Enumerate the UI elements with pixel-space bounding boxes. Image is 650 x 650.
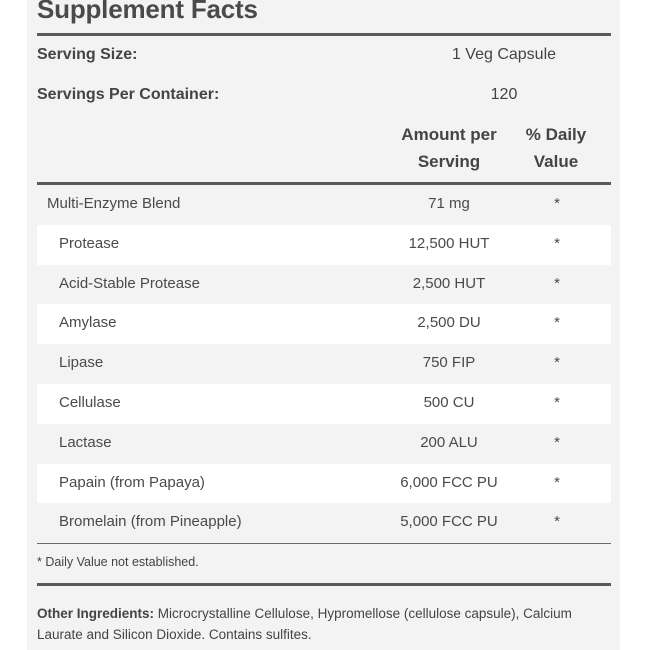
nutrient-name: Lipase xyxy=(59,354,104,372)
title-divider xyxy=(37,33,611,36)
table-row xyxy=(37,265,611,305)
nutrient-amount: 750 FIP xyxy=(422,354,476,372)
footnote: * Daily Value not established. xyxy=(37,555,199,569)
table-row xyxy=(37,225,611,265)
nutrient-name: Lactase xyxy=(59,433,112,451)
nutrient-daily-value: * xyxy=(554,195,560,212)
nutrient-amount: 200 ALU xyxy=(420,433,478,451)
amount-header-line2: Serving xyxy=(417,152,481,171)
other-ingredients-label: Other Ingredients: xyxy=(37,606,155,621)
table-row xyxy=(37,503,611,543)
other-ingredients-text: Microcrystalline Cellulose, Hypromellose (cellulose capsule), Calcium Laurate and Silicon Dioxide. Contains sulfites. xyxy=(37,606,572,642)
nutrient-name: Protease xyxy=(59,234,120,252)
nutrient-amount: 500 CU xyxy=(423,394,475,411)
nutrient-daily-value: * xyxy=(554,234,560,252)
nutrient-name: Amylase xyxy=(59,314,117,332)
nutrient-amount: 2,500 HUT xyxy=(412,274,486,292)
footnote-divider xyxy=(37,583,611,586)
nutrient-daily-value: * xyxy=(554,274,560,292)
table-row xyxy=(37,464,611,504)
nutrient-daily-value: * xyxy=(554,433,560,451)
nutrient-amount: 71 mg xyxy=(428,195,470,212)
servings-per-container-value: 120 xyxy=(490,86,518,103)
table-row xyxy=(37,304,611,344)
nutrient-name: Cellulase xyxy=(59,394,121,411)
servings-per-container-label: Servings Per Container: xyxy=(37,86,220,103)
nutrient-amount: 5,000 FCC PU xyxy=(400,513,498,531)
serving-size-value: 1 Veg Capsule xyxy=(451,46,557,63)
nutrient-amount: 2,500 DU xyxy=(417,314,481,332)
table-row xyxy=(37,185,611,225)
dv-header-line2: Value xyxy=(533,152,579,171)
nutrient-daily-value: * xyxy=(554,513,560,531)
table-row xyxy=(37,384,611,424)
nutrient-name: Acid-Stable Protease xyxy=(59,274,200,292)
amount-per-serving-header xyxy=(377,121,521,175)
page-title: Supplement Facts xyxy=(37,0,258,24)
nutrient-daily-value: * xyxy=(554,314,560,332)
nutrient-amount: 6,000 FCC PU xyxy=(400,473,498,491)
nutrient-name: Bromelain (from Pineapple) xyxy=(59,513,242,531)
amount-header-line1: Amount per xyxy=(401,125,497,144)
nutrient-daily-value: * xyxy=(554,394,560,411)
dv-header-line1: % Daily xyxy=(525,125,587,144)
table-row xyxy=(37,344,611,384)
table-end-divider xyxy=(37,543,611,544)
nutrient-daily-value: * xyxy=(554,354,560,372)
nutrient-name: Multi-Enzyme Blend xyxy=(47,195,181,212)
nutrient-amount: 12,500 HUT xyxy=(408,234,490,252)
table-row xyxy=(37,424,611,464)
other-ingredients xyxy=(37,603,611,645)
nutrient-daily-value: * xyxy=(554,473,560,491)
nutrient-name: Papain (from Papaya) xyxy=(59,473,205,491)
serving-size-label: Serving Size: xyxy=(37,46,138,63)
daily-value-header xyxy=(520,121,592,175)
